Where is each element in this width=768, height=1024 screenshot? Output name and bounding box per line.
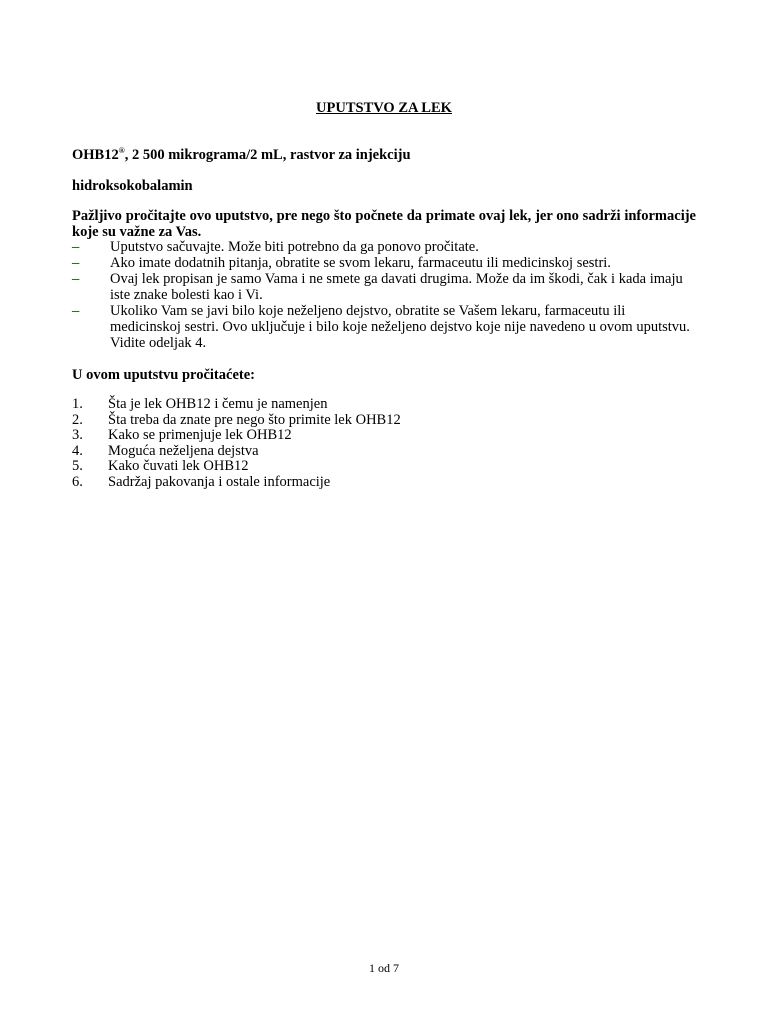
instruction-item (72, 271, 696, 303)
toc-item (72, 397, 401, 413)
product-heading (72, 146, 411, 164)
toc-number: 4. (72, 442, 83, 459)
dash-marker: – (72, 303, 80, 319)
toc-heading: U ovom uputstvu pročitaćete: (72, 367, 255, 383)
toc-item (72, 428, 401, 444)
dash-marker: – (72, 271, 80, 287)
toc-number: 5. (72, 458, 83, 474)
product-name: OHB12 (72, 147, 119, 163)
document-page (72, 0, 696, 1024)
toc-text: Moguća neželjena dejstva (108, 442, 259, 459)
toc-text: Šta treba da znate pre nego što primite lek OHB12 (108, 411, 401, 428)
toc-text: Sadržaj pakovanja i ostale informacije (108, 473, 331, 490)
toc-text: Kako čuvati lek OHB12 (108, 458, 249, 474)
active-substance: hidroksokobalamin (72, 178, 193, 194)
instruction-text: Ovaj lek propisan je samo Vama i ne smete ga davati drugima. Može da im škodi, čak i kada imaju iste znake bolesti kao i Vi. (110, 271, 683, 303)
product-detail: , 2 500 mikrograma/2 mL, rastvor za injekciju (124, 147, 411, 163)
toc-item (72, 413, 401, 429)
dash-marker: – (72, 255, 80, 271)
dash-marker: – (72, 239, 80, 255)
instruction-item (72, 303, 696, 351)
instruction-item (72, 255, 696, 271)
toc-number: 1. (72, 396, 83, 412)
instruction-list (72, 239, 696, 351)
page-number: 1 od 7 (369, 961, 399, 975)
instruction-text: Ako imate dodatnih pitanja, obratite se svom lekaru, farmaceutu ili medicinskoj sestri. (110, 255, 611, 271)
intro-warning: Pažljivo pročitajte ovo uputstvo, pre nego što počnete da primate ovaj lek, jer ono sadrži informacije koje su važne za Vas. (72, 208, 696, 240)
instruction-text: Ukoliko Vam se javi bilo koje neželjeno dejstvo, obratite se Vašem lekaru, farmaceutu ili medicinskoj sestri. Ovo uključuje i bilo koje neželjeno dejstvo koje nije navedeno u ovom uputstvu. Vidite odeljak 4. (110, 303, 690, 351)
toc-text: Šta je lek OHB12 i čemu je namenjen (108, 396, 328, 412)
instruction-text: Uputstvo sačuvajte. Može biti potrebno da ga ponovo pročitate. (110, 239, 479, 255)
toc-number: 3. (72, 427, 83, 443)
instruction-item (72, 239, 696, 255)
toc-number: 6. (72, 473, 83, 490)
registered-mark: ® (118, 146, 125, 155)
toc-item (72, 475, 401, 491)
table-of-contents (72, 397, 401, 490)
toc-number: 2. (72, 411, 83, 428)
toc-item (72, 444, 401, 460)
toc-item (72, 459, 401, 475)
toc-text: Kako se primenjuje lek OHB12 (108, 427, 292, 443)
document-title: UPUTSTVO ZA LEK (316, 100, 452, 116)
